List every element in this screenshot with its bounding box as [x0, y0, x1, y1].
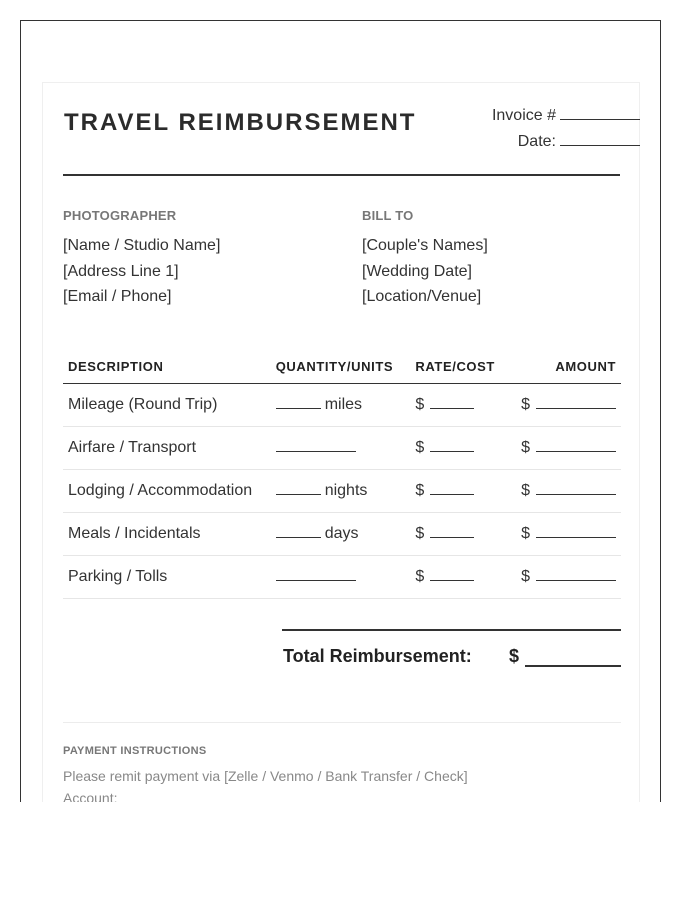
table-row [63, 513, 621, 556]
amount-blank [536, 482, 616, 495]
rate-blank [430, 525, 474, 538]
document-title: TRAVEL REIMBURSEMENT [64, 109, 417, 136]
quantity-unit: miles [324, 396, 363, 413]
row-quantity [276, 470, 416, 513]
date-blank [560, 133, 640, 146]
amount-currency: $ [521, 396, 530, 413]
table-row [63, 427, 621, 470]
row-rate [415, 384, 521, 427]
quantity-blank [276, 439, 356, 452]
table-row [63, 384, 621, 427]
quantity-blank [276, 396, 321, 409]
rate-blank [430, 439, 474, 452]
row-amount [521, 470, 621, 513]
row-rate [415, 427, 521, 470]
amount-blank [536, 568, 616, 581]
column-header-description: DESCRIPTION [63, 350, 276, 384]
table-header-row [63, 350, 621, 384]
invoice-page [20, 20, 661, 802]
bill-to-couple: [Couple's Names] [362, 237, 488, 254]
payment-instructions-label: PAYMENT INSTRUCTIONS [63, 745, 207, 757]
photographer-contact: [Email / Phone] [63, 288, 172, 305]
total-currency: $ [509, 646, 520, 666]
amount-blank [536, 396, 616, 409]
row-quantity [276, 513, 416, 556]
row-rate [415, 556, 521, 599]
total-divider [282, 629, 621, 631]
amount-blank [536, 525, 616, 538]
invoice-number-blank [560, 107, 640, 120]
rate-blank [430, 396, 474, 409]
quantity-blank [276, 568, 356, 581]
rate-currency: $ [415, 396, 425, 413]
row-rate [415, 513, 521, 556]
rate-currency: $ [415, 482, 425, 499]
bill-to-label: BILL TO [362, 208, 414, 223]
rate-currency: $ [415, 568, 425, 585]
row-description: Meals / Incidentals [63, 513, 276, 556]
quantity-unit: nights [324, 482, 368, 499]
amount-blank [536, 439, 616, 452]
invoice-number-label: Invoice # [491, 107, 556, 124]
expense-table [63, 350, 621, 599]
invoice-number-field [492, 107, 640, 125]
amount-currency: $ [521, 525, 530, 542]
amount-currency: $ [521, 439, 530, 456]
row-amount [521, 427, 621, 470]
total-blank [525, 665, 621, 667]
rate-currency: $ [415, 439, 425, 456]
column-header-rate: RATE/COST [415, 350, 521, 384]
quantity-blank [276, 525, 321, 538]
photographer-block [63, 208, 323, 310]
column-header-amount: AMOUNT [521, 350, 621, 384]
quantity-unit: days [324, 525, 359, 542]
photographer-address: [Address Line 1] [63, 262, 179, 280]
row-description: Parking / Tolls [63, 556, 276, 599]
photographer-label: PHOTOGRAPHER [63, 208, 177, 223]
rate-currency: $ [415, 525, 425, 542]
payment-account-text: Account: [63, 790, 118, 802]
amount-currency: $ [521, 482, 530, 499]
row-amount [521, 513, 621, 556]
row-quantity [276, 556, 416, 599]
table-row [63, 556, 621, 599]
row-description: Lodging / Accommodation [63, 470, 276, 513]
row-quantity [276, 427, 416, 470]
header-divider [63, 174, 620, 176]
rate-blank [430, 568, 474, 581]
row-description: Mileage (Round Trip) [63, 384, 276, 427]
payment-divider [63, 722, 621, 723]
row-quantity [276, 384, 416, 427]
bill-to-wedding-date: [Wedding Date] [362, 262, 472, 280]
row-amount [521, 556, 621, 599]
bill-to-block [362, 208, 622, 310]
quantity-blank [276, 482, 321, 495]
payment-instructions-text: Please remit payment via [Zelle / Venmo / Bank Transfer / Check] [63, 768, 468, 784]
table-row [63, 470, 621, 513]
amount-currency: $ [521, 568, 530, 585]
photographer-name: [Name / Studio Name] [63, 237, 221, 254]
date-field [518, 133, 640, 151]
bill-to-location: [Location/Venue] [362, 288, 482, 305]
column-header-quantity: QUANTITY/UNITS [276, 350, 416, 384]
total-label: Total Reimbursement: [283, 646, 472, 666]
row-rate [415, 470, 521, 513]
rate-blank [430, 482, 474, 495]
row-description: Airfare / Transport [63, 427, 276, 470]
row-amount [521, 384, 621, 427]
date-label: Date: [517, 133, 556, 150]
